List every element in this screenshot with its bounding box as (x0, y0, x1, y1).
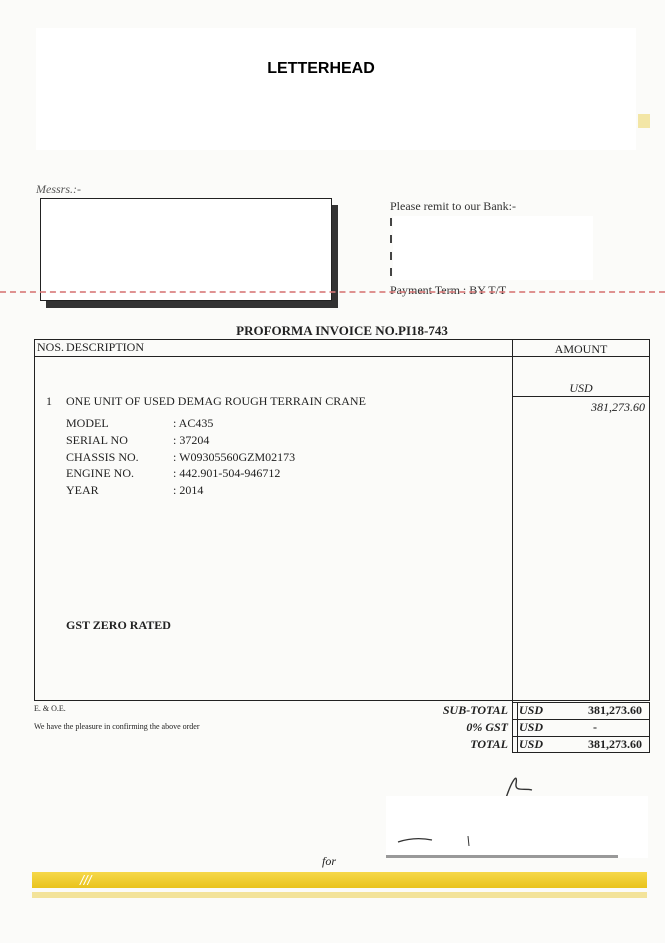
bank-line-mark (390, 218, 392, 226)
signature-stroke (396, 834, 486, 850)
spec-value: : 2014 (173, 483, 204, 497)
customer-address-box (40, 198, 332, 301)
perforation-line (0, 291, 665, 293)
gst-label: 0% GST (466, 720, 508, 734)
subtotal-value: 381,273.60 (588, 703, 642, 717)
confirmation-note: We have the pleasure in confirming the above order (34, 722, 200, 731)
spec-label: YEAR (66, 483, 99, 497)
header-description: DESCRIPTION (66, 340, 145, 354)
item-amount: 381,273.60 (591, 400, 645, 414)
address-redaction (47, 207, 291, 279)
spec-label: SERIAL NO (66, 433, 128, 447)
payment-term: Payment Term : BY T/T (390, 283, 507, 297)
total-label: TOTAL (470, 737, 508, 751)
invoice-title: PROFORMA INVOICE NO.PI18-743 (236, 323, 448, 338)
totals-currency-divider (517, 703, 518, 753)
footer-band (32, 872, 647, 888)
total-value: 381,273.60 (588, 737, 642, 751)
gst-currency: USD (519, 720, 544, 734)
spec-value: : 442.901-504-946712 (173, 466, 281, 480)
bank-line-mark (390, 235, 392, 243)
spec-label: ENGINE NO. (66, 466, 134, 480)
yellow-mark (638, 114, 650, 128)
subtotal-currency: USD (519, 703, 544, 717)
amount-currency: USD (569, 381, 593, 395)
item-description: ONE UNIT OF USED DEMAG ROUGH TERRAIN CRANE (66, 394, 366, 408)
footer-slash-decor: / / / (80, 872, 90, 888)
letterhead-area (36, 28, 636, 150)
messrs-label: Messrs.:- (36, 182, 81, 196)
spec-value: : 37204 (173, 433, 210, 447)
bank-details-redaction (393, 216, 593, 280)
bank-line-mark (390, 268, 392, 276)
amount-divider (512, 396, 650, 397)
subtotal-label: SUB-TOTAL (442, 703, 508, 717)
gst-value: - (593, 720, 597, 734)
bank-label: Please remit to our Bank:- (390, 199, 516, 213)
gst-note: GST ZERO RATED (66, 618, 171, 632)
header-amount: AMOUNT (554, 342, 608, 356)
spec-label: CHASSIS NO. (66, 450, 139, 464)
company-name-strip (386, 855, 618, 858)
total-currency: USD (519, 737, 544, 751)
bank-line-mark (390, 252, 392, 260)
letterhead-title: LETTERHEAD (267, 60, 375, 77)
eoe-note: E. & O.E. (34, 704, 66, 713)
footer-thin-band (32, 892, 647, 898)
for-label: for (322, 854, 337, 868)
spec-value: : W09305560GZM02173 (173, 450, 296, 464)
header-nos: NOS. (37, 340, 65, 354)
spec-value: : AC435 (173, 416, 214, 430)
spec-label: MODEL (66, 416, 109, 430)
item-number: 1 (46, 394, 52, 408)
